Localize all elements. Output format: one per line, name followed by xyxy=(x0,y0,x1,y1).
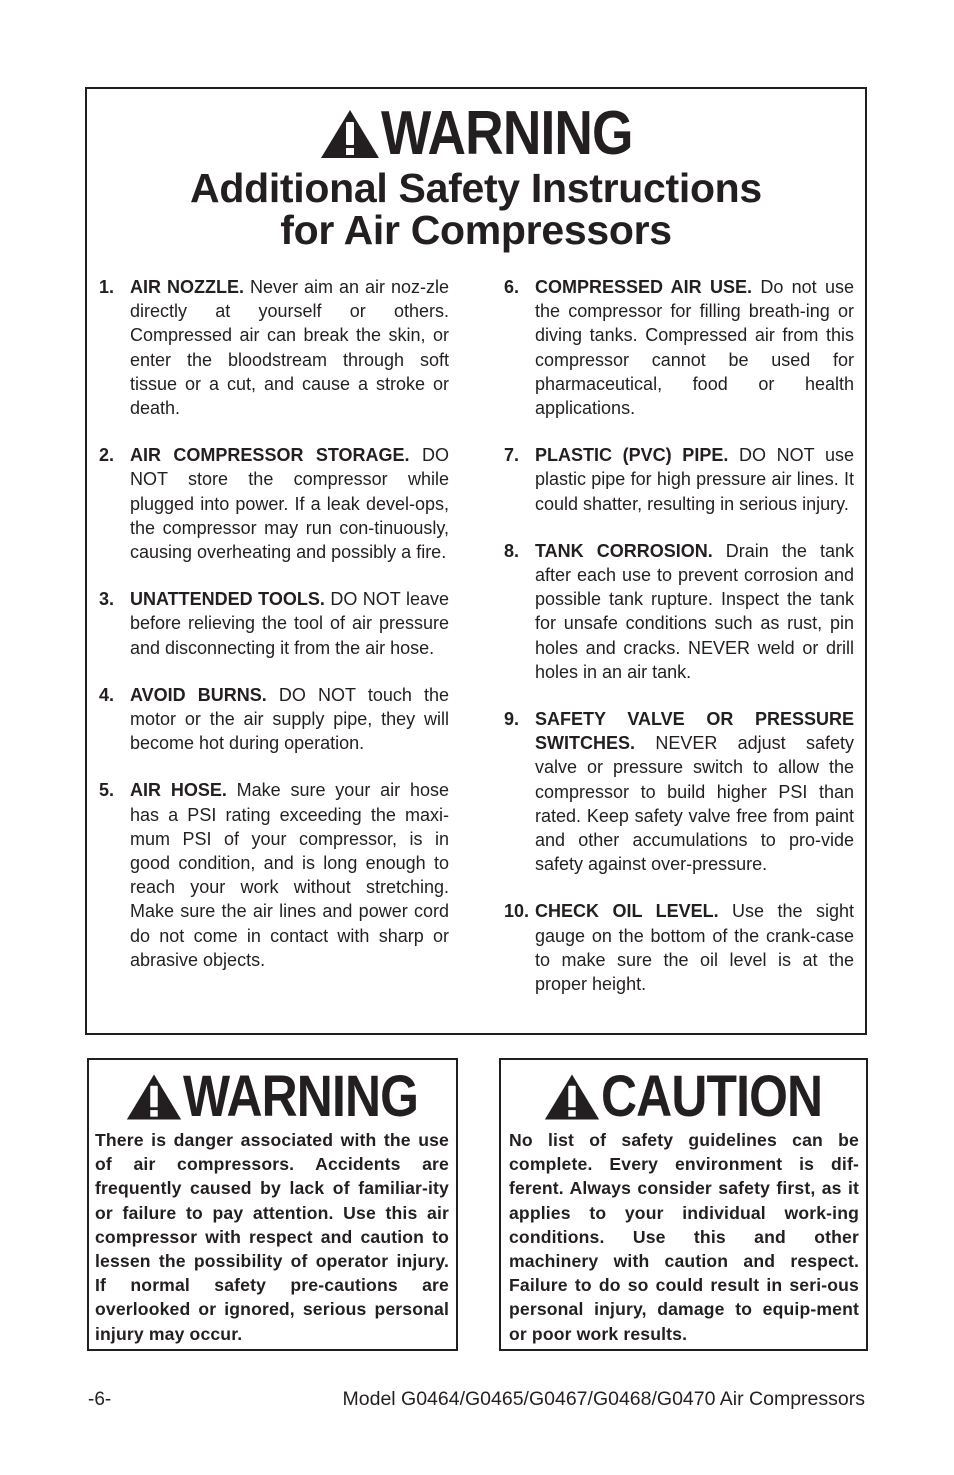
subtitle-line-1: Additional Safety Instructions xyxy=(190,165,762,211)
item-title: AIR COMPRESSOR STORAGE. xyxy=(130,445,410,466)
item-text: Never aim an air noz-zle directly at yourself or others. Compressed air can break the skin, or enter the bloodstream through soft tissue or a cut, and cause a stroke or death. xyxy=(130,277,449,419)
item-number: 1. xyxy=(99,277,115,297)
item-number: 3. xyxy=(99,589,115,610)
item-text: DO NOT store the compressor while plugged into power. If a leak devel-ops, the compressor may run con-tinuously, causing overheating and possibly a fire. xyxy=(130,445,449,563)
item-text: NEVER adjust safety valve or pressure switch to allow the compressor to build higher PSI than rated. Keep safety valve free from paint and other accumulations to pro-vide safety against over-pressure. xyxy=(535,733,854,875)
item-title: PLASTIC (PVC) PIPE. xyxy=(535,445,729,466)
list-item xyxy=(99,778,449,972)
item-title: AIR HOSE. xyxy=(130,780,227,801)
item-text: Do not use the compressor for filling breath-ing or diving tanks. Compressed air from this compressor cannot be used for pharmaceutical, food or health applications. xyxy=(535,277,854,419)
instructions-left-column xyxy=(99,275,449,972)
item-text: Make sure your air hose has a PSI rating exceeding the maxi-mum PSI of your compressor, is in good condition, and is long enough to reach your work without stretching. Make sure the air lines and power cord do not come in contact with sharp or abrasive objects. xyxy=(130,780,449,970)
caution-notice-box xyxy=(499,1058,868,1351)
footer-model-text: Model G0464/G0465/G0467/G0468/G0470 Air Compressors xyxy=(342,1388,865,1410)
item-number: 7. xyxy=(504,445,520,466)
main-warning-box xyxy=(85,87,867,1035)
item-number: 9. xyxy=(504,709,520,730)
instructions-right-column xyxy=(504,275,854,996)
item-number: 5. xyxy=(99,780,115,801)
caution-notice-header xyxy=(501,1064,866,1129)
item-text: DO NOT touch the motor or the air supply pipe, they will become hot during operation. xyxy=(130,684,449,754)
item-title: SAFETY VALVE OR PRESSURE SWITCHES. xyxy=(535,709,854,754)
item-title: TANK CORROSION. xyxy=(535,540,713,561)
warning-notice-text: There is danger associated with the use of air compressors. Accidents are frequently caused by lack of familiar-ity or failure to pay attention. Use this air compressor with respect and caution to lessen the possibility of operator injury. If normal safety pre-cautions are overlooked or ignored, serious personal injury may occur. xyxy=(95,1130,449,1344)
item-number: 10. xyxy=(504,901,530,922)
list-item xyxy=(99,275,449,420)
main-warning-header xyxy=(87,99,865,168)
item-number: 2. xyxy=(99,445,115,466)
item-title: CHECK OIL LEVEL. xyxy=(535,901,719,922)
list-item xyxy=(504,539,854,684)
page-number: -6- xyxy=(88,1389,112,1410)
list-item xyxy=(504,443,854,516)
warning-triangle-icon xyxy=(319,108,381,160)
item-number: 8. xyxy=(504,540,520,561)
item-title: AVOID BURNS. xyxy=(130,684,267,705)
caution-notice-heading: CAUTION xyxy=(600,1064,823,1129)
item-title: COMPRESSED AIR USE. xyxy=(535,277,752,297)
warning-notice-header xyxy=(89,1064,456,1129)
list-item xyxy=(99,443,449,564)
warning-notice-box xyxy=(87,1058,458,1351)
item-title: AIR NOZZLE. xyxy=(130,277,244,297)
item-text: DO NOT use plastic pipe for high pressure air lines. It could shatter, resulting in serious injury. xyxy=(535,445,854,514)
item-text: DO NOT leave before relieving the tool of air pressure and disconnecting it from the air hose. xyxy=(130,589,449,658)
item-text: Drain the tank after each use to prevent corrosion and possible tank rupture. Inspect the tank for unsafe conditions such as rust, pin holes and cracks. NEVER weld or drill holes in an air tank. xyxy=(535,540,854,682)
list-item xyxy=(504,275,854,420)
item-text: Use the sight gauge on the bottom of the crank-case to make sure the oil level is at the proper height. xyxy=(535,901,855,995)
warning-heading: WARNING xyxy=(380,99,633,168)
list-item xyxy=(504,899,854,996)
warning-triangle-icon xyxy=(125,1072,183,1122)
list-item xyxy=(504,707,854,876)
item-number: 4. xyxy=(99,684,115,705)
warning-notice-heading: WARNING xyxy=(182,1064,418,1129)
item-title: UNATTENDED TOOLS. xyxy=(130,589,325,610)
list-item xyxy=(99,587,449,660)
warning-triangle-icon xyxy=(543,1072,601,1122)
subtitle-line-2: for Air Compressors xyxy=(280,207,672,253)
list-item xyxy=(99,683,449,756)
caution-notice-text: No list of safety guidelines can be complete. Every environment is dif-ferent. Always consider safety first, as it applies to your individual work-ing conditions. Use this and other machinery with caution and respect. Failure to do so could result in seri-ous personal injury, damage to equip-ment or poor work results. xyxy=(509,1130,859,1344)
item-number: 6. xyxy=(504,277,520,297)
